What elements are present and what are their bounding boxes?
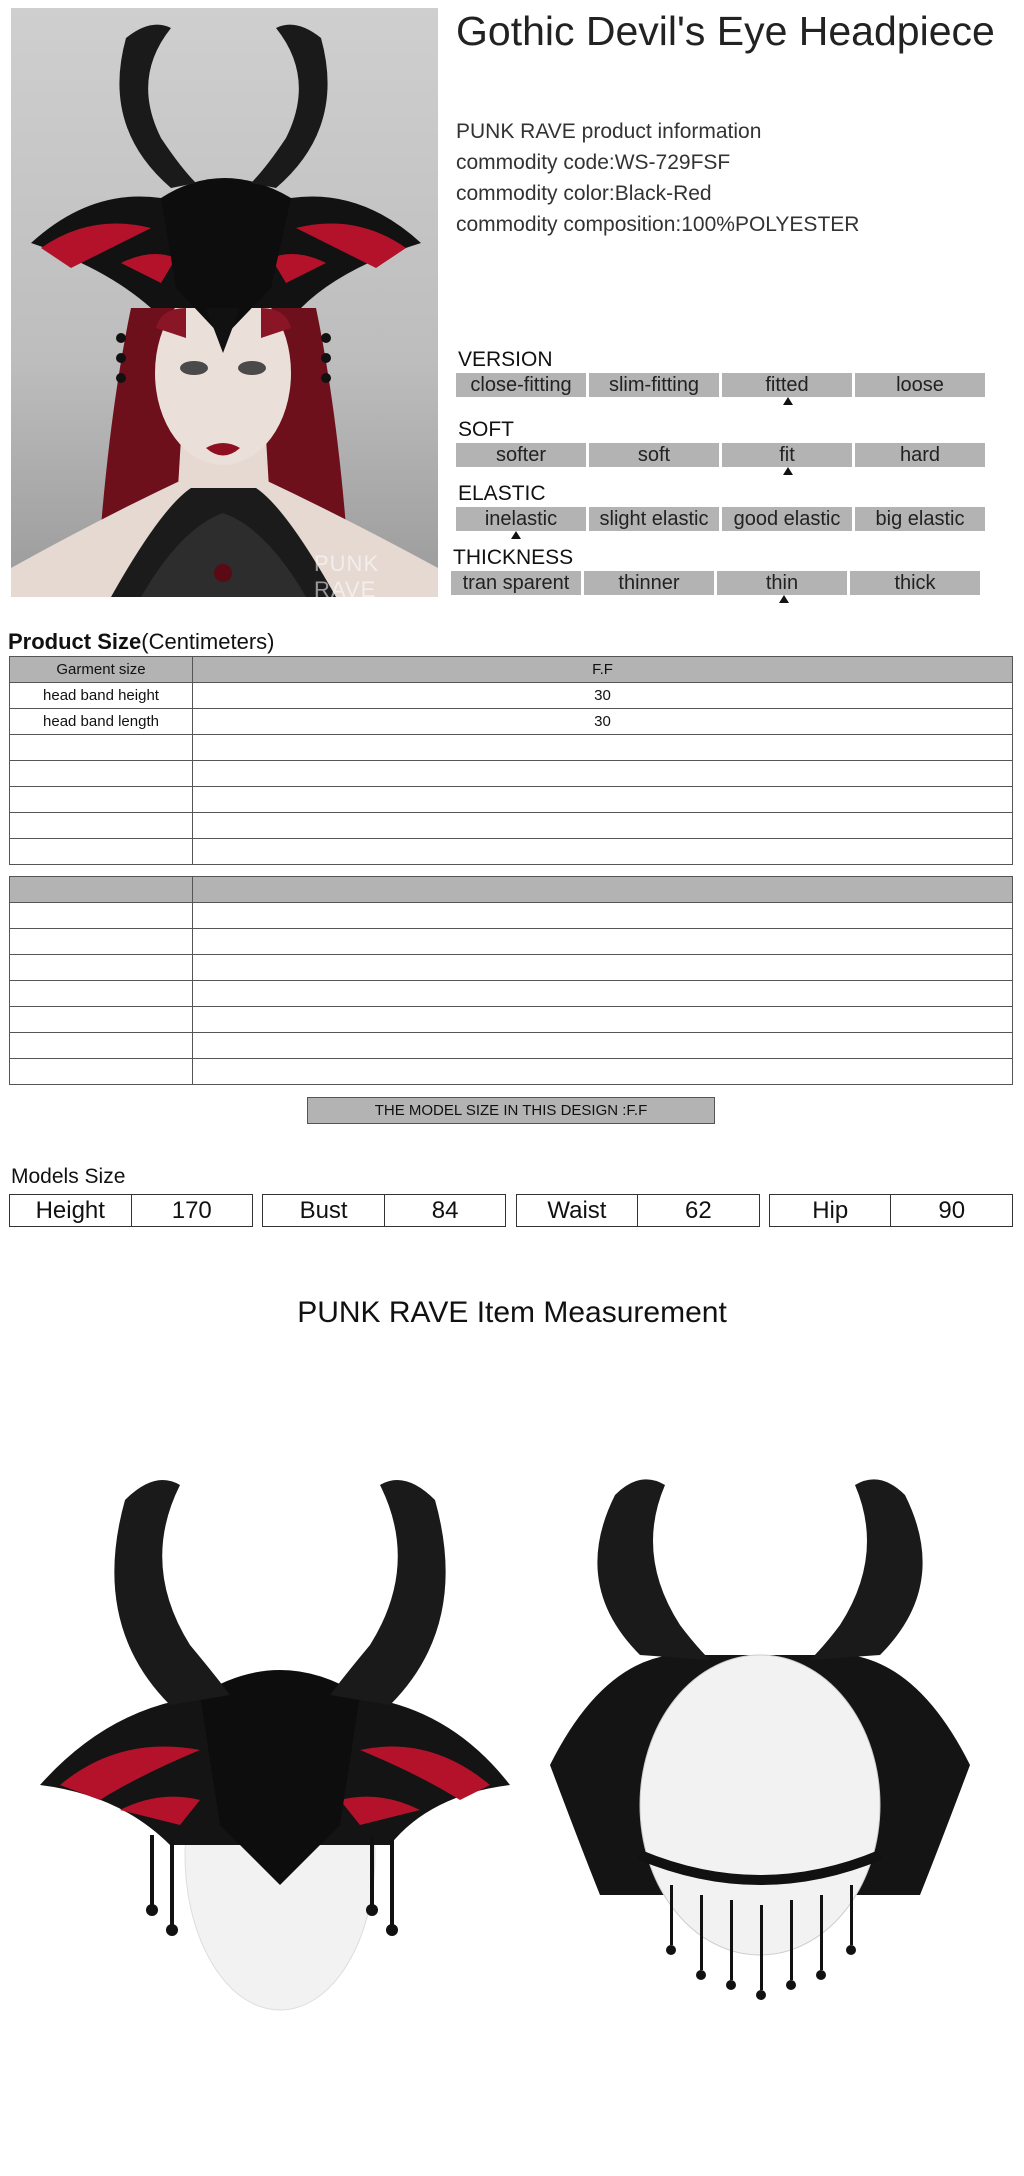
product-size-table	[9, 656, 1013, 865]
product-back-image	[520, 1465, 1000, 2025]
table-cell: 30	[193, 683, 1013, 709]
models-size-bust: Bust 84	[262, 1194, 506, 1227]
product-front-image	[30, 1465, 510, 2025]
table-row	[10, 955, 1013, 981]
scale-indicator-soft-arrow-icon	[783, 467, 793, 475]
model-photo	[11, 8, 438, 597]
scale-row-soft	[456, 443, 985, 467]
table-row	[10, 787, 1013, 813]
watermark: PUNK RAVE	[314, 551, 380, 597]
models-size-height: Height 170	[9, 1194, 253, 1227]
scale-label-version: VERSION	[458, 348, 553, 371]
scale-row-version	[456, 373, 985, 397]
table-row	[10, 1033, 1013, 1059]
scale-option: inelastic	[456, 507, 586, 531]
product-title: Gothic Devil's Eye Headpiece	[456, 8, 995, 54]
info-line-code: commodity code:WS-729FSF	[456, 151, 731, 174]
scale-option: fit	[722, 443, 852, 467]
scale-option: big elastic	[855, 507, 985, 531]
scale-option: thin	[717, 571, 847, 595]
scale-option: close-fitting	[456, 373, 586, 397]
scale-indicator-version-arrow-icon	[783, 397, 793, 405]
table-header-cell: Garment size	[10, 657, 193, 683]
scale-row-elastic	[456, 507, 985, 531]
table-row	[10, 1059, 1013, 1085]
table-row	[10, 735, 1013, 761]
table-row	[10, 981, 1013, 1007]
info-line-color: commodity color:Black-Red	[456, 182, 712, 205]
scale-label-elastic: ELASTIC	[458, 482, 546, 505]
product-size-title: Product Size(Centimeters)	[8, 629, 275, 654]
table-cell: head band height	[10, 683, 193, 709]
scale-option: good elastic	[722, 507, 852, 531]
scale-option: slim-fitting	[589, 373, 719, 397]
scale-option: loose	[855, 373, 985, 397]
scale-option: soft	[589, 443, 719, 467]
table-row	[10, 683, 1013, 709]
scale-option: softer	[456, 443, 586, 467]
table-row	[10, 813, 1013, 839]
product-info	[456, 116, 859, 240]
table-cell: head band length	[10, 709, 193, 735]
scale-option: tran sparent	[451, 571, 581, 595]
info-line-composition: commodity composition:100%POLYESTER	[456, 213, 860, 236]
models-size-row	[9, 1194, 1013, 1227]
scale-option: thick	[850, 571, 980, 595]
scale-option: fitted	[722, 373, 852, 397]
table-header-row	[10, 657, 1013, 683]
scale-row-thickness	[451, 571, 980, 595]
table-cell: 30	[193, 709, 1013, 735]
secondary-size-table	[9, 876, 1013, 1085]
scale-indicator-thickness-arrow-icon	[779, 595, 789, 603]
models-size-waist: Waist 62	[516, 1194, 760, 1227]
table-row	[10, 903, 1013, 929]
table-header-row	[10, 877, 1013, 903]
table-row	[10, 1007, 1013, 1033]
table-header-cell: F.F	[193, 657, 1013, 683]
models-size-label: Models Size	[11, 1165, 126, 1188]
model-illustration	[11, 8, 438, 597]
scale-indicator-elastic-arrow-icon	[511, 531, 521, 539]
table-row	[10, 761, 1013, 787]
scale-option: thinner	[584, 571, 714, 595]
measurement-title: PUNK RAVE Item Measurement	[297, 1296, 727, 1329]
info-line-brand: PUNK RAVE product information	[456, 120, 762, 143]
table-row	[10, 709, 1013, 735]
model-size-banner: THE MODEL SIZE IN THIS DESIGN :F.F	[307, 1097, 715, 1124]
models-size-hip: Hip 90	[769, 1194, 1013, 1227]
scale-label-thickness: THICKNESS	[453, 546, 574, 569]
scale-option: slight elastic	[589, 507, 719, 531]
scale-option: hard	[855, 443, 985, 467]
table-row	[10, 929, 1013, 955]
table-row	[10, 839, 1013, 865]
scale-label-soft: SOFT	[458, 418, 514, 441]
